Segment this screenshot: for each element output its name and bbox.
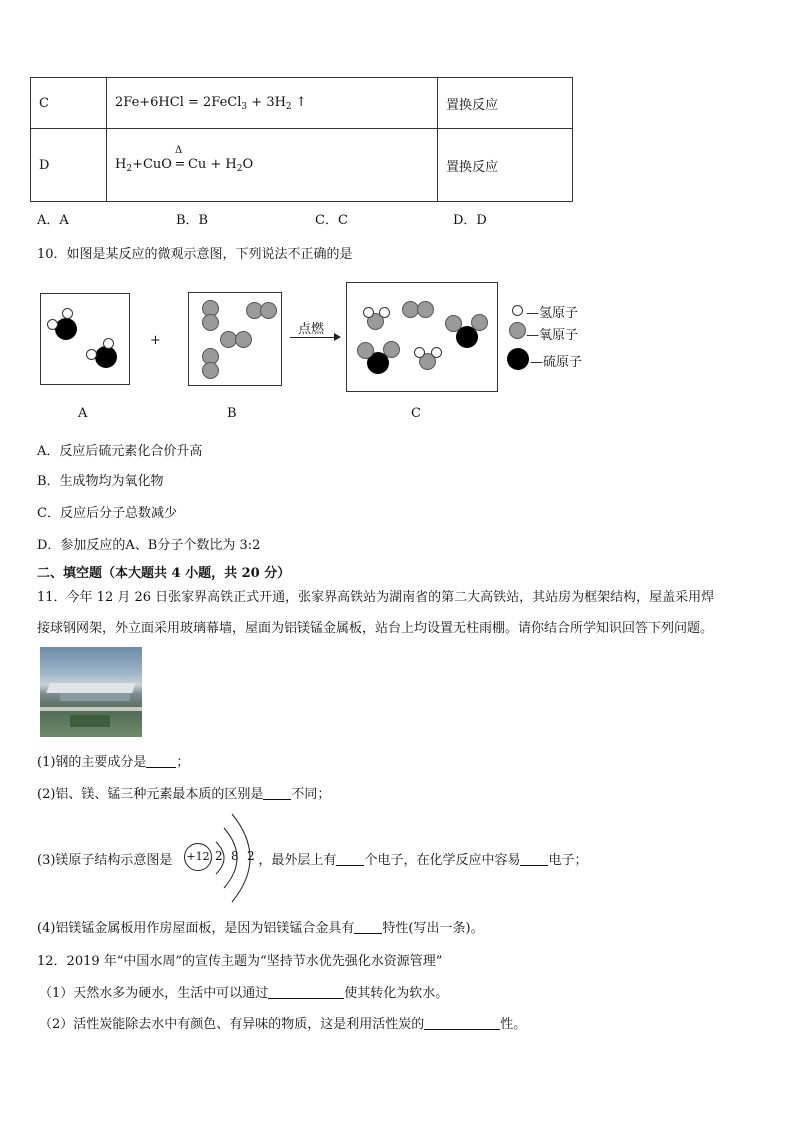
label-a: A <box>78 406 88 421</box>
answer-blank[interactable] <box>268 998 344 999</box>
eq-sub: 3 <box>241 101 248 112</box>
oxygen-atom <box>202 314 219 331</box>
shell-2-count: 8 <box>231 849 239 863</box>
nucleus: +12 <box>184 843 212 871</box>
reaction-type: 置换反应 <box>438 78 573 129</box>
eq-part: O <box>242 156 254 172</box>
reaction-table <box>30 77 573 202</box>
question-11-stem-line2: 接球钢网架，外立面采用玻璃幕墙，屋面为铝镁锰金属板，站台上均设置无柱雨棚。请你结合所学知识回答下列问题。 <box>37 621 714 636</box>
legend-hydrogen-icon <box>512 305 523 316</box>
box-b <box>188 292 282 386</box>
oxygen-atom <box>202 362 219 379</box>
table-row <box>31 129 573 202</box>
eq-part: +CuO <box>132 156 172 172</box>
q11-part-3-text-d: 电子； <box>548 853 588 868</box>
station-photo <box>40 647 142 737</box>
legend-oxygen-label: —氧原子 <box>526 328 579 343</box>
eq-sub: 2 <box>285 101 292 112</box>
q10-option-b: B．生成物均为氧化物 <box>37 474 164 489</box>
oxygen-atom <box>417 301 434 318</box>
q10-option-d: D．参加反应的A、B分子个数比为 3:2 <box>37 538 261 553</box>
answer-blank[interactable] <box>146 767 176 768</box>
q11-part-2-end: 不同； <box>291 787 331 802</box>
oxygen-atom <box>235 331 252 348</box>
q11-part-4-text: (4)铝镁锰金属板用作房屋面板，是因为铝镁锰合金具有 <box>37 921 355 936</box>
answer-blank[interactable] <box>263 799 291 800</box>
oxygen-atom <box>260 302 277 319</box>
legend-text: 氢原子 <box>539 306 579 321</box>
eq-part: ↑ <box>291 94 307 110</box>
eq-part: H <box>115 156 127 172</box>
eq-sub: 2 <box>236 163 243 174</box>
question-11-stem-line1: 11．今年 12 月 26 日张家界高铁正式开通，张家界高铁站为湖南省的第二大高铁站，其站房为框架结构，屋盖采用焊 <box>37 590 715 605</box>
legend-text: 氧原子 <box>539 328 579 343</box>
label-c: C <box>411 406 421 421</box>
option-a: A．A <box>37 213 69 228</box>
hydrogen-atom <box>47 319 58 330</box>
q11-part-1-text: (1)钢的主要成分是 <box>37 755 147 770</box>
option-c: C．C <box>315 213 348 228</box>
q10-option-a: A．反应后硫元素化合价升高 <box>37 444 203 459</box>
answer-blank[interactable] <box>520 865 548 866</box>
oxygen-atom <box>383 341 400 358</box>
section-title: 二、填空题（本大题共 4 小题，共 20 分） <box>37 566 291 581</box>
legend-hydrogen-label: —氢原子 <box>526 306 579 321</box>
legend-sulfur-label: —硫原子 <box>530 355 583 370</box>
question-10-stem: 10．如图是某反应的微观示意图，下列说法不正确的是 <box>37 247 353 262</box>
equation-cell <box>107 129 438 202</box>
hydrogen-atom <box>103 338 114 349</box>
option-d: D．D <box>453 213 487 228</box>
q11-part-4 <box>37 917 484 936</box>
condition-equals: Δ = <box>174 144 186 172</box>
q11-part-4-end: 特性(写出一条)。 <box>382 921 484 936</box>
q11-part-3-text-c: 个电子，在化学反应中容易 <box>364 853 521 868</box>
eq-part: + 3H <box>247 94 286 110</box>
q12-part-1-end: 使其转化为软水。 <box>344 986 449 1001</box>
q10-option-c: C．反应后分子总数减少 <box>37 506 177 521</box>
answer-blank[interactable] <box>336 865 364 866</box>
oxygen-atom <box>471 314 488 331</box>
question-12-stem: 12．2019 年“中国水周”的宣传主题为“坚持节水优先强化水资源管理” <box>37 954 443 969</box>
q11-part-3-text: (3)镁原子结构示意图是 <box>37 853 173 868</box>
hydrogen-atom <box>431 347 442 358</box>
q11-part-1-end: ； <box>176 755 190 770</box>
legend-oxygen-icon <box>509 322 526 339</box>
shell-1-count: 2 <box>215 849 223 863</box>
arrow-head-icon <box>334 333 341 341</box>
eq-sub: 2 <box>126 163 133 174</box>
q11-part-2 <box>37 783 330 802</box>
q12-part-1-text: （1）天然水多为硬水，生活中可以通过 <box>39 986 269 1001</box>
sulfur-atom <box>95 346 117 368</box>
hydrogen-atom <box>363 307 374 318</box>
sulfur-atom <box>55 318 77 340</box>
eq-part: 2Fe+6HCl = 2FeCl <box>115 94 242 110</box>
row-label: C <box>31 78 107 129</box>
option-b: B．B <box>176 213 209 228</box>
eq-part: Cu + H <box>187 156 237 172</box>
hydrogen-atom <box>379 307 390 318</box>
legend-text: 硫原子 <box>543 355 583 370</box>
shell-3-count: 2 <box>247 849 255 863</box>
table-row <box>31 78 573 129</box>
hydrogen-atom <box>62 308 73 319</box>
q11-part-3-text-b: ，最外层上有 <box>258 853 337 868</box>
oxygen-atom <box>357 342 374 359</box>
hydrogen-atom <box>86 349 97 360</box>
condition-delta: Δ <box>174 144 183 156</box>
arrow-label: 点燃 <box>298 322 325 337</box>
box-a <box>40 293 130 385</box>
label-b: B <box>227 406 237 421</box>
q12-part-2-text: （2）活性炭能除去水中有颜色、有异味的物质，这是利用活性炭的 <box>39 1017 425 1032</box>
q11-part-1 <box>37 751 189 770</box>
q12-part-2 <box>39 1013 526 1032</box>
legend-sulfur-icon <box>507 348 529 370</box>
q12-part-1 <box>39 982 448 1001</box>
q11-part-3 <box>37 849 587 868</box>
box-c <box>346 282 498 392</box>
plus-sign: + <box>150 333 161 348</box>
reaction-arrow <box>290 337 338 338</box>
answer-blank[interactable] <box>424 1029 500 1030</box>
q12-part-2-end: 性。 <box>500 1017 527 1032</box>
equation-cell <box>107 78 438 129</box>
reaction-type: 置换反应 <box>438 129 573 202</box>
q11-part-2-text: (2)铝、镁、锰三种元素最本质的区别是 <box>37 787 264 802</box>
hydrogen-atom <box>414 347 425 358</box>
answer-blank[interactable] <box>354 933 382 934</box>
row-label: D <box>31 129 107 202</box>
oxygen-atom <box>445 315 462 332</box>
